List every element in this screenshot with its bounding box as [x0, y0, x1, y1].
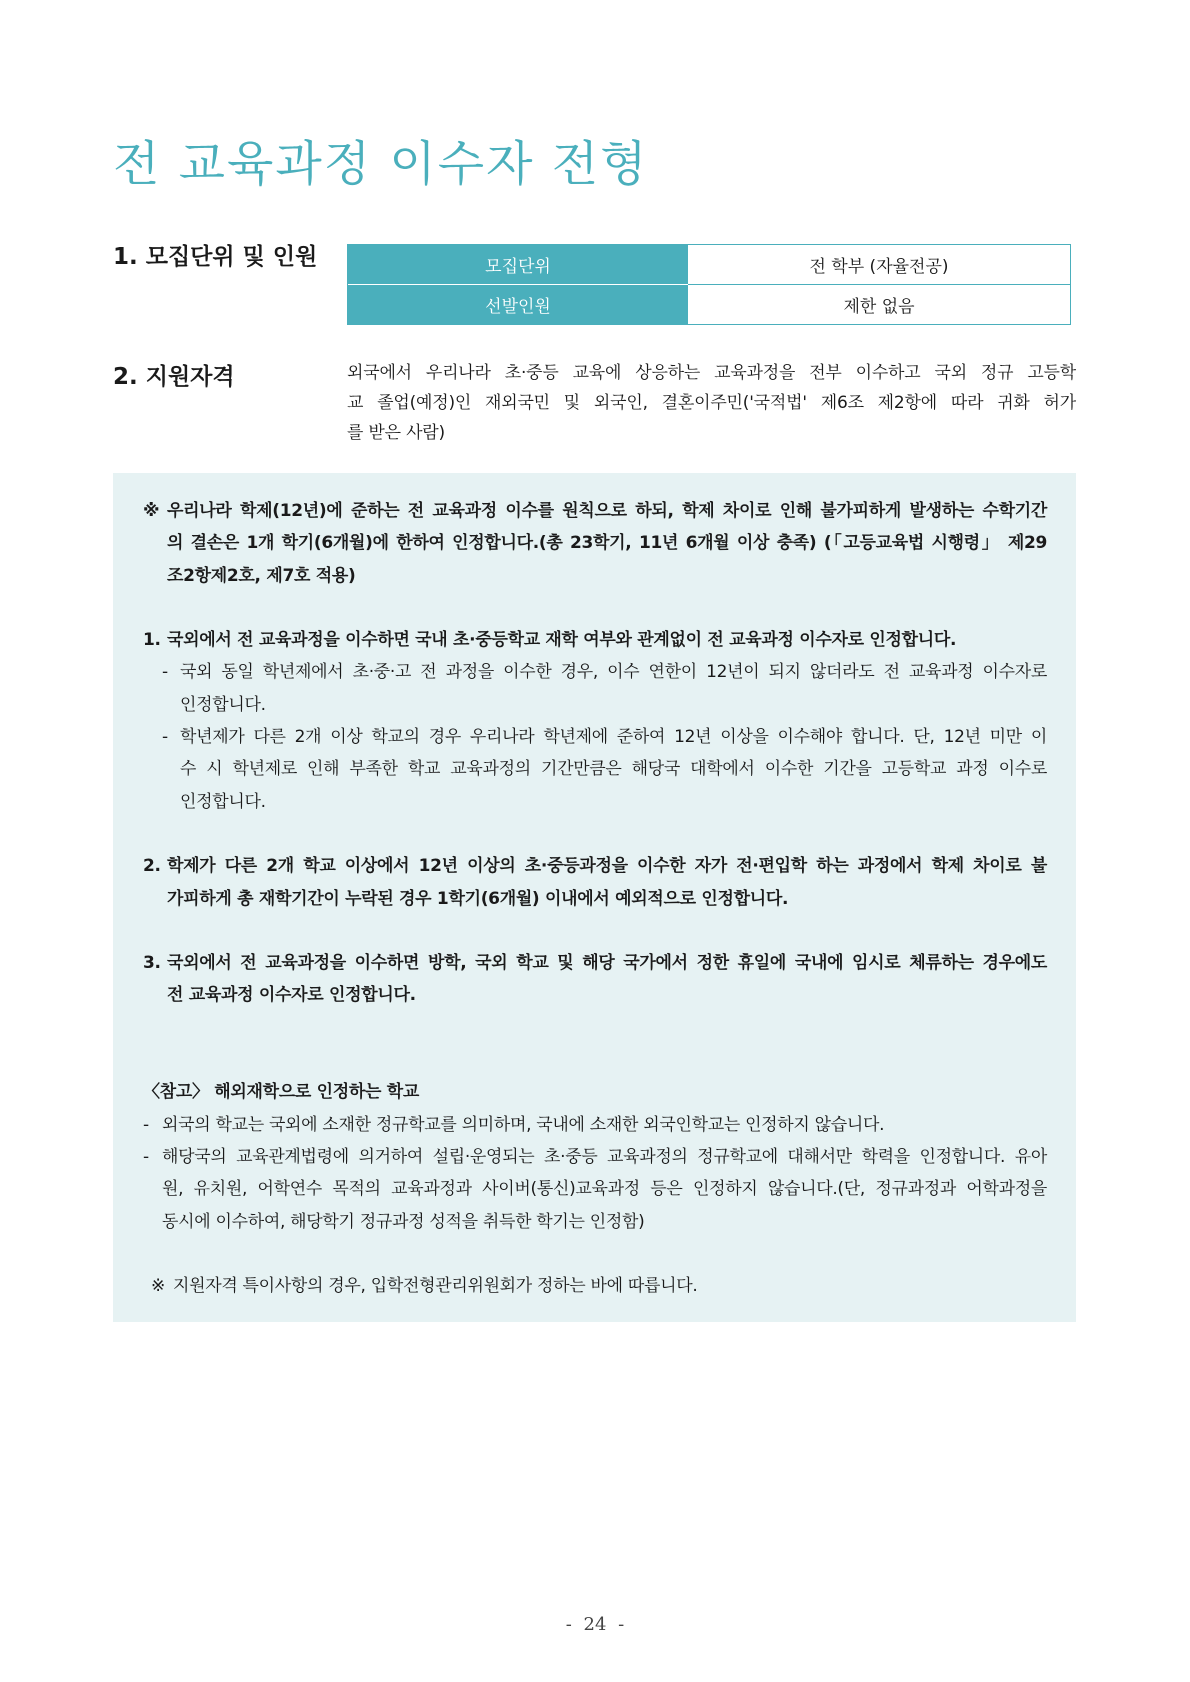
- reference-item-text: [162, 1141, 1047, 1238]
- table-row: [348, 245, 1070, 284]
- reference-item-text: [162, 1109, 1047, 1141]
- paragraph-line: 외국에서 우리나라 초·중등 교육에 상응하는 교육과정을 전부 이수하고 국외 정규 고등학: [347, 363, 1076, 383]
- paragraph-line: 우리나라 학제(12년)에 준하는 전 교육과정 이수를 원칙으로 하되, 학제 차이로 인해 불가피하게 발생하는 수학기간: [167, 501, 1047, 521]
- reference-mark: ※: [143, 501, 160, 521]
- list-number: 1.: [143, 630, 161, 651]
- paragraph-line: 를 받은 사람): [347, 423, 445, 443]
- list-dash: -: [143, 1146, 149, 1167]
- paragraph-line: 조2항제2호, 제7호 적용): [167, 565, 356, 586]
- notice-box: [113, 473, 1076, 1322]
- eligibility-paragraph: [347, 358, 1076, 448]
- paragraph-line: 전 교육과정 이수자로 인정합니다.: [167, 985, 416, 1006]
- paragraph-line: 동시에 이수하여, 해당학기 정규과정 성적을 취득한 학기는 인정함): [162, 1211, 645, 1232]
- paragraph-line: 국외에서 전 교육과정을 이수하면 국내 초·중등학교 재학 여부와 관계없이 전 교육과정 이수자로 인정합니다.: [167, 630, 957, 651]
- table-value-cell: 제한 없음: [688, 284, 1070, 324]
- paragraph-line: 인정합니다.: [180, 694, 266, 715]
- numbered-item: [143, 624, 1047, 818]
- paragraph-line: 인정합니다.: [180, 791, 266, 812]
- numbered-item-text: [167, 947, 1047, 1012]
- numbered-item-text: [167, 850, 1047, 915]
- reference-heading: 〈참고〉 해외재학으로 인정하는 학교: [143, 1082, 419, 1103]
- paragraph-line: 외국의 학교는 국외에 소재한 정규학교를 의미하며, 국내에 소재한 외국인학교는 인정하지 않습니다.: [162, 1114, 885, 1135]
- list-dash: -: [162, 727, 168, 748]
- section-heading-eligibility: 2. 지원자격: [113, 364, 235, 390]
- notice-intro: [143, 495, 1047, 592]
- table-header-cell: 선발인원: [348, 284, 688, 324]
- table-header-cell: 모집단위: [348, 245, 688, 284]
- list-number: 3.: [143, 953, 161, 974]
- list-number: 2.: [143, 856, 161, 877]
- numbered-item: [143, 850, 1047, 915]
- paragraph-line: 수 시 학년제로 인해 부족한 학교 교육과정의 기간만큼은 해당국 대학에서 이수한 기간을 고등학교 과정 이수로: [180, 759, 1047, 780]
- recruitment-table: [347, 244, 1071, 325]
- numbered-item-headline: [143, 624, 1047, 656]
- page-title: 전 교육과정 이수자 전형: [113, 136, 649, 192]
- section-heading-recruitment: 1. 모집단위 및 인원: [113, 244, 318, 270]
- sub-item: [162, 721, 1047, 818]
- numbered-item: [143, 947, 1047, 1012]
- sub-item-text: [180, 721, 1047, 818]
- reference-item: [143, 1141, 1047, 1238]
- sub-item-text: [180, 656, 1047, 721]
- notice-intro-text: [167, 495, 1047, 592]
- list-dash: -: [143, 1114, 149, 1135]
- paragraph-line: 해당국의 교육관계법령에 의거하여 설립·운영되는 초·중등 교육과정의 정규학교에 대해서만 학력을 인정합니다. 유아: [162, 1146, 1047, 1167]
- table-value-cell: 전 학부 (자율전공): [809, 256, 949, 277]
- eligibility-note: [151, 1270, 1047, 1302]
- paragraph-line: 의 결손은 1개 학기(6개월)에 한하여 인정합니다.(총 23학기, 11년 6개월 이상 충족) (「고등교육법 시행령」 제29: [167, 533, 1047, 554]
- list-dash: -: [162, 662, 168, 683]
- reference-item: [143, 1109, 1047, 1141]
- paragraph-line: 국외에서 전 교육과정을 이수하면 방학, 국외 학교 및 해당 국가에서 정한 휴일에 국내에 임시로 체류하는 경우에도: [167, 953, 1047, 974]
- paragraph-line: 학제가 다른 2개 학교 이상에서 12년 이상의 초·중등과정을 이수한 자가 전·편입학 하는 과정에서 학제 차이로 불: [167, 856, 1047, 877]
- sub-item: [162, 656, 1047, 721]
- paragraph-line: 국외 동일 학년제에서 초·중·고 전 과정을 이수한 경우, 이수 연한이 12년이 되지 않더라도 전 교육과정 이수자로: [180, 662, 1047, 683]
- paragraph-line: 교 졸업(예정)인 재외국민 및 외국인, 결혼이주민('국적법' 제6조 제2항에 따라 귀화 허가: [347, 393, 1076, 413]
- paragraph-line: 가피하게 총 재학기간이 누락된 경우 1학기(6개월) 이내에서 예외적으로 인정합니다.: [167, 888, 789, 909]
- table-row: [348, 284, 1070, 324]
- reference-mark: ※: [151, 1276, 165, 1297]
- numbered-item-text: [167, 624, 1047, 656]
- paragraph-line: 원, 유치원, 어학연수 목적의 교육과정과 사이버(통신)교육과정 등은 인정하지 않습니다.(단, 정규과정과 어학과정을: [162, 1179, 1047, 1200]
- paragraph-line: 학년제가 다른 2개 이상 학교의 경우 우리나라 학년제에 준하여 12년 이상을 이수해야 합니다. 단, 12년 미만 이: [180, 727, 1047, 748]
- note-text: 지원자격 특이사항의 경우, 입학전형관리위원회가 정하는 바에 따릅니다.: [172, 1276, 698, 1297]
- page-number: - 24 -: [565, 1614, 625, 1635]
